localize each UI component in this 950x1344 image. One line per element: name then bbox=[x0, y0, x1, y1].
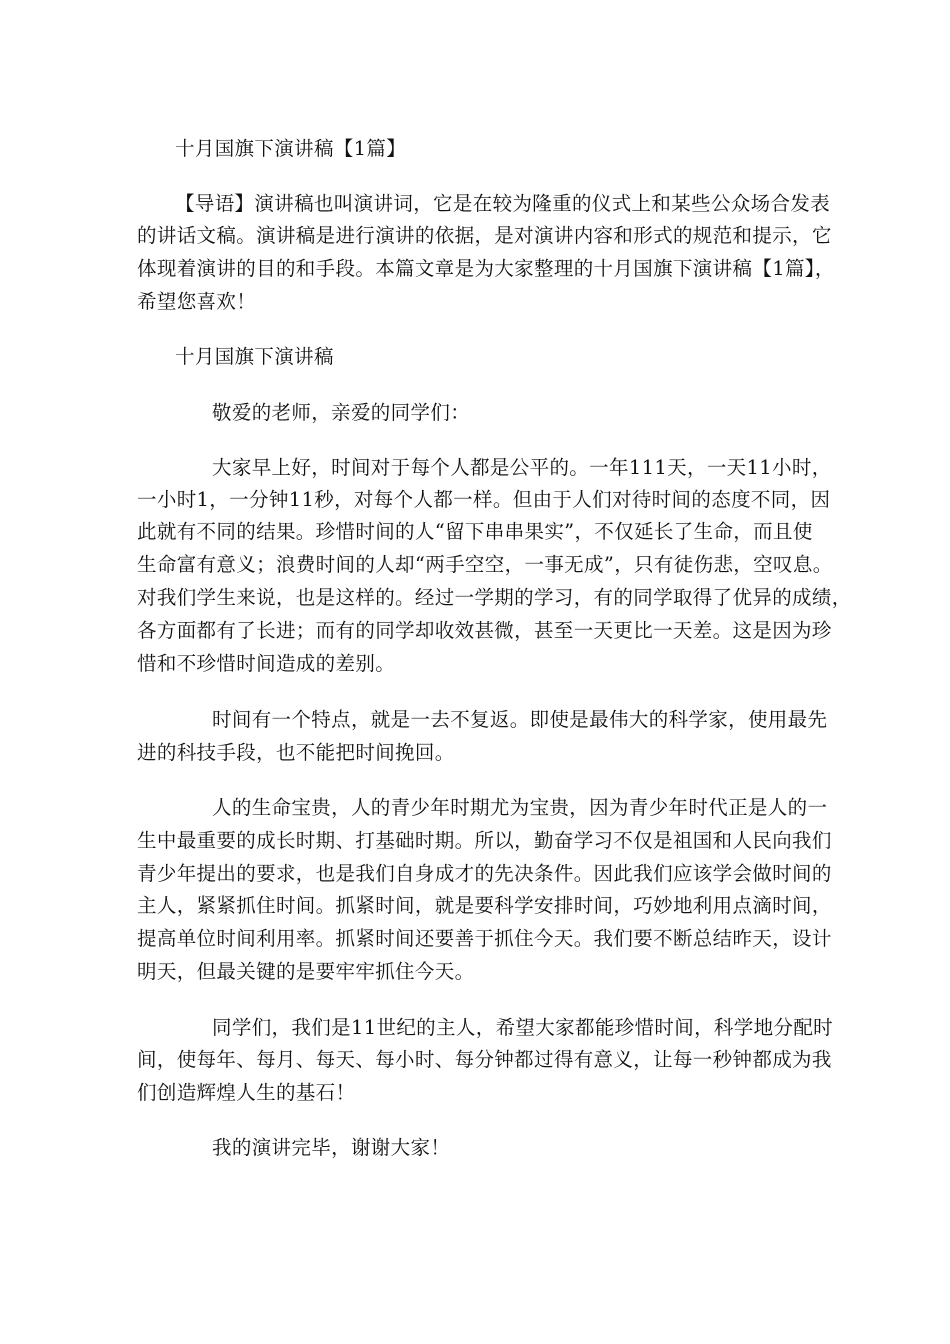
intro-line-4: 希望您喜欢！ bbox=[137, 290, 257, 313]
intro-line-2: 的讲话文稿。演讲稿是进行演讲的依据，是对演讲内容和形式的规范和提示，它 bbox=[137, 224, 832, 247]
para2-line-1: 时间有一个特点，就是一去不复返。即使是最伟大的科学家，使用最先 bbox=[212, 708, 828, 731]
speech-subtitle: 十月国旗下演讲稿 bbox=[175, 345, 334, 368]
para3-line-4: 主人，紧紧抓住时间。抓紧时间，就是要科学安排时间，巧妙地利用点滴时间， bbox=[137, 894, 832, 917]
para3-line-6: 明天，但最关键的是要牢牢抓住今天。 bbox=[137, 960, 475, 983]
para1-line-3: 此就有不同的结果。珍惜时间的人“留下串串果实”，不仅延长了生命，而且使 bbox=[137, 520, 813, 543]
intro-line-3: 体现着演讲的目的和手段。本篇文章是为大家整理的十月国旗下演讲稿【1篇】， bbox=[137, 257, 835, 280]
para3-line-3: 青少年提出的要求，也是我们自身成才的先决条件。因此我们应该学会做时间的 bbox=[137, 862, 832, 885]
para1-line-6: 各方面都有了长进；而有的同学却收效甚微，甚至一天更比一天差。这是因为珍 bbox=[137, 619, 832, 642]
greeting: 敬爱的老师，亲爱的同学们： bbox=[212, 401, 471, 424]
closing-line: 我的演讲完毕，谢谢大家！ bbox=[212, 1136, 451, 1159]
para3-line-5: 提高单位时间利用率。抓紧时间还要善于抓住今天。我们要不断总结昨天，设计 bbox=[137, 927, 832, 950]
para1-line-7: 惜和不珍惜时间造成的差别。 bbox=[137, 652, 396, 675]
para2-line-2: 进的科技手段，也不能把时间挽回。 bbox=[137, 741, 455, 764]
document-title: 十月国旗下演讲稿【1篇】 bbox=[175, 137, 407, 160]
para1-line-4: 生命富有意义；浪费时间的人却“两手空空，一事无成”，只有徒伤悲，空叹息。 bbox=[137, 553, 833, 576]
para4-line-2: 间，使每年、每月、每天、每小时、每分钟都过得有意义，让每一秒钟都成为我 bbox=[137, 1048, 832, 1071]
intro-line-1: 【导语】演讲稿也叫演讲词，它是在较为隆重的仪式上和某些公众场合发表 bbox=[175, 192, 831, 215]
para1-line-2: 一小时1，一分钟11秒，对每个人都一样。但由于人们对待时间的态度不同，因 bbox=[137, 488, 831, 511]
para1-line-5: 对我们学生来说，也是这样的。经过一学期的学习，有的同学取得了优异的成绩， bbox=[137, 586, 852, 609]
para4-line-3: 们创造辉煌人生的基石！ bbox=[137, 1081, 356, 1104]
para3-line-1: 人的生命宝贵，人的青少年时期尤为宝贵，因为青少年时代正是人的一 bbox=[212, 796, 828, 819]
para4-line-1: 同学们，我们是11世纪的主人，希望大家都能珍惜时间，科学地分配时 bbox=[212, 1016, 834, 1039]
para1-line-1: 大家早上好，时间对于每个人都是公平的。一年111天，一天11小时， bbox=[212, 456, 832, 479]
para3-line-2: 生中最重要的成长时期、打基础时期。所以，勤奋学习不仅是祖国和人民向我们 bbox=[137, 829, 832, 852]
